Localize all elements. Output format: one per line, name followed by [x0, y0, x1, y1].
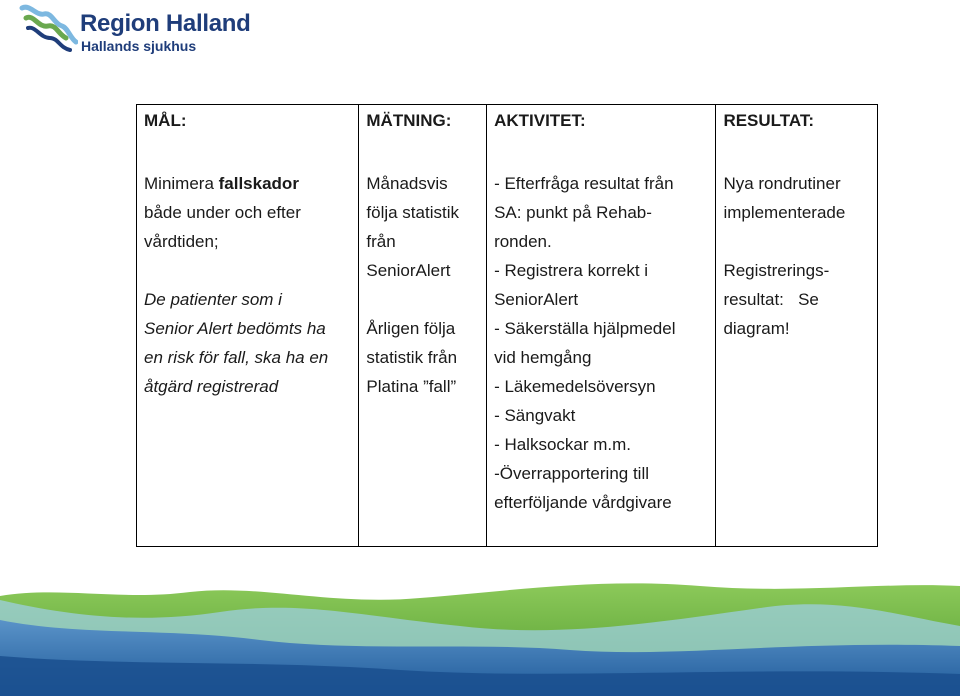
- measurement-line-4: SeniorAlert: [366, 261, 451, 280]
- goal-italic-line-1: De patienter som i: [144, 290, 282, 309]
- activity-line: - Sängvakt: [494, 406, 576, 425]
- measurement-line-3: från: [366, 232, 396, 251]
- activity-line: ronden.: [494, 232, 552, 251]
- measurement-column: [359, 105, 487, 546]
- activity-header: AKTIVITET:: [494, 111, 586, 130]
- measurement-line-7: Platina ”fall”: [366, 377, 457, 396]
- result-line-3: Registrerings-: [723, 261, 830, 280]
- measurement-line-1: Månadsvis: [366, 174, 448, 193]
- goal-keyword: fallskador: [218, 174, 299, 193]
- measurement-text: [366, 169, 482, 401]
- activity-line: - Registrera korrekt i: [494, 261, 649, 280]
- result-line-4: resultat: Se: [723, 290, 819, 309]
- goal-italic-line-4: åtgärd registrerad: [144, 377, 279, 396]
- result-text: [723, 169, 873, 343]
- measurement-header: MÄTNING:: [366, 111, 452, 130]
- measurement-line-6: statistik från: [366, 348, 458, 367]
- region-halland-logo: [18, 2, 258, 58]
- logo-title: Region Halland: [80, 10, 251, 37]
- result-line-5: diagram!: [723, 319, 790, 338]
- activity-column: [487, 105, 716, 546]
- activity-line: vid hemgång: [494, 348, 592, 367]
- measurement-line-2: följa statistik: [366, 203, 459, 222]
- result-line-1: Nya rondrutiner: [723, 174, 841, 193]
- activity-line: efterföljande vårdgivare: [494, 493, 672, 512]
- activity-text: [494, 169, 711, 517]
- goal-line-3: vårdtiden;: [144, 232, 219, 251]
- activity-line: - Efterfråga resultat från: [494, 174, 674, 193]
- goal-column: [137, 105, 359, 546]
- activity-line: SeniorAlert: [494, 290, 579, 309]
- goal-italic-line-2: Senior Alert bedömts ha: [144, 319, 326, 338]
- result-header: RESULTAT:: [723, 111, 815, 130]
- goal-measurement-table: [136, 104, 878, 547]
- activity-line: -Överrapportering till: [494, 464, 650, 483]
- activity-line: - Läkemedelsöversyn: [494, 377, 656, 396]
- result-line-2: implementerade: [723, 203, 846, 222]
- logo-subtitle: Hallands sjukhus: [81, 38, 197, 54]
- goal-header: MÅL:: [144, 111, 187, 130]
- goal-line-2: både under och efter: [144, 203, 301, 222]
- activity-line: SA: punkt på Rehab-: [494, 203, 652, 222]
- region-halland-logo-mark-icon: [18, 2, 78, 54]
- result-column: [716, 105, 877, 546]
- goal-italic-line-3: en risk för fall, ska ha en: [144, 348, 329, 367]
- goal-text: [144, 169, 354, 401]
- measurement-line-5: Årligen följa: [366, 319, 456, 338]
- goal-line-1-prefix: Minimera: [144, 174, 219, 193]
- activity-line: - Säkerställa hjälpmedel: [494, 319, 676, 338]
- landscape-decoration: [0, 556, 960, 696]
- activity-line: - Halksockar m.m.: [494, 435, 632, 454]
- goal-line-1: [144, 169, 354, 198]
